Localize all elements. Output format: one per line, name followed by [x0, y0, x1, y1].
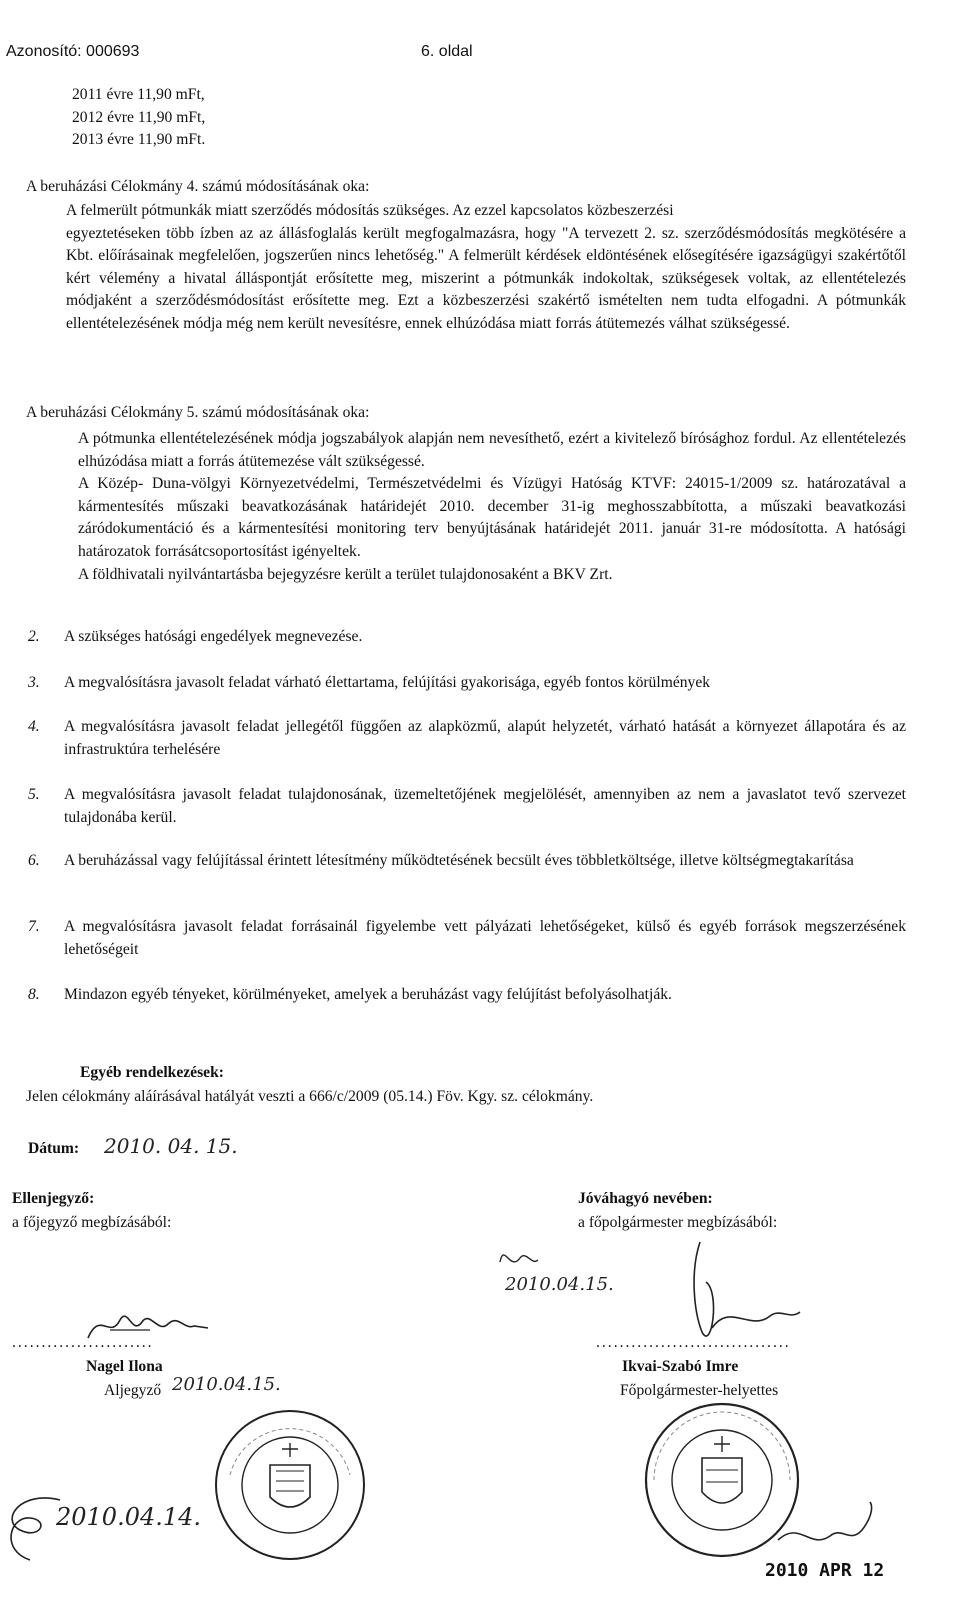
stamp-left	[210, 1405, 370, 1565]
other-provisions-heading: Egyéb rendelkezések:	[80, 1064, 224, 1081]
cost-line: 2013 évre 11,90 mFt.	[72, 131, 206, 149]
countersign-heading: Ellenjegyző:	[12, 1190, 95, 1207]
signature-left	[80, 1300, 220, 1350]
mod5-title: A beruházási Célokmány 5. számú módosításának oka:	[26, 404, 370, 421]
approval-sub: a főpolgármester megbízásából:	[578, 1214, 778, 1231]
mod4-first-line: A felmerült pótmunkák miatt szerződés módosítás szükséges. Az ezzel kapcsolatos közbeszerzési	[66, 202, 674, 219]
received-date-stamp: 2010 APR 12	[765, 1560, 885, 1581]
list-item	[28, 984, 906, 1007]
cost-line: 2012 évre 11,90 mFt,	[72, 108, 206, 126]
item-number: 5.	[28, 786, 40, 803]
list-item	[28, 672, 906, 695]
countersign-sub: a főjegyző megbízásából:	[12, 1214, 172, 1231]
item-text: A megvalósításra javasolt feladat jellegétől függően az alapközmű, alapút helyzetét, várható hatását a környezet állapotára és az infrastruktúra terhelésére	[64, 718, 906, 758]
mod4-block	[26, 200, 906, 336]
item-number: 7.	[28, 918, 40, 935]
item-text: A szükséges hatósági engedélyek megnevezése.	[64, 628, 363, 645]
date-label: Dátum:	[28, 1140, 80, 1157]
signatory-name-right: Ikvai-Szabó Imre	[622, 1358, 739, 1375]
signature-right	[480, 1232, 820, 1352]
mod5-paragraph-3: A földhivatali nyilvántartásba bejegyzésre került a terület tulajdonosaként a BKV Zrt.	[78, 565, 613, 583]
handwritten-date: 2010. 04. 15.	[104, 1134, 238, 1158]
cost-line: 2011 évre 11,90 mFt,	[72, 86, 205, 103]
item-text: A beruházással vagy felújítással érintett létesítmény működtetésének becsült éves többletköltsége, illetve költségmegtakarítása	[64, 852, 854, 869]
handwritten-date-left: 2010.04.15.	[172, 1374, 281, 1395]
page-number: 6. oldal	[421, 43, 473, 60]
item-number: 4.	[28, 718, 40, 735]
list-item	[28, 850, 906, 873]
approval-heading: Jóváhagyó nevében:	[578, 1190, 713, 1207]
signatory-role-left: Aljegyző	[104, 1382, 162, 1399]
item-text: A megvalósításra javasolt feladat várható élettartama, felújítási gyakorisága, egyéb fontos körülmények	[64, 674, 711, 691]
mod4-title: A beruházási Célokmány 4. számú módosításának oka:	[26, 178, 370, 195]
handwritten-date-right: 2010.04.15.	[505, 1274, 614, 1295]
item-text: A megvalósításra javasolt feladat tulajdonosának, üzemeltetőjének megjelölését, amennyiben az nem a javaslatot tevő szervezet tulajdonába kerül.	[64, 786, 906, 826]
list-item	[28, 916, 906, 961]
mod4-body: egyeztetéseken több ízben az az állásfoglalás került megfogalmazásra, hogy "A tervezett 2. sz. szerződésmódosítás megkötésére a Kbt. előírásainak megfelelően, jogszerűen nincs lehetőség." A felmerült kérdések eldöntésének elősegítésére igazságügyi szakértőtől kért vélemény a hivatal álláspontját erősítette meg, miszerint a pótmunkák indokoltak, szükségesek voltak, az ellentételezés módjaként a szerződésmódosítást erősítette meg. Ezt a közbeszerzési szakértő ismételten nem tudta elfogadni. A pótmunkák ellentételezésének módja még nem került nevesítésre, ennek elhúzódása miatt forrás átütemezés válhat szükségessé.	[66, 224, 906, 333]
item-text: Mindazon egyéb tényeket, körülményeket, amelyek a beruházást vagy felújítást befolyásolhatják.	[64, 986, 672, 1003]
mod5-paragraph-1: A pótmunka ellentételezésének módja jogszabályok alapján nem nevesíthető, ezért a kivitelező bírósághoz fordul. Az ellentételezés elhúzódása miatt a forrás átütemezése vált szükségessé.	[78, 430, 906, 470]
signatory-role-right: Főpolgármester-helyettes	[620, 1382, 779, 1399]
list-item	[28, 784, 906, 829]
handwritten-date-left-2: 2010.04.14.	[56, 1503, 202, 1531]
list-item	[28, 626, 906, 649]
signature-dotted-line: .................................	[596, 1334, 791, 1351]
item-text: A megvalósításra javasolt feladat forrásainál figyelembe vett pályázati lehetőségeket, külső és egyéb források megszerzésének lehetőségeit	[64, 918, 906, 958]
item-number: 3.	[28, 674, 40, 691]
mod5-block	[78, 428, 906, 586]
document-id: Azonosító: 000693	[6, 43, 140, 60]
signature-left-flourish	[0, 1490, 70, 1570]
item-number: 6.	[28, 852, 40, 869]
signatory-name-left: Nagel Ilona	[86, 1358, 163, 1375]
cost-list	[72, 84, 205, 152]
list-item	[28, 716, 906, 761]
mod5-paragraph-2: A Közép- Duna-völgyi Környezetvédelmi, Természetvédelmi és Vízügyi Hatóság KTVF: 24015-1/2009 sz. határozatával a kármentesítés műszaki beavatkozásának határidejét 2010. december 31-ig meghosszabbította, a műszaki beavatkozási záródokumentáció és a kármentesítési monitoring terv benyújtásának határidejét 2011. január 31-re módosította. A hatósági határozatok forrásátcsoportosítást igényeltek.	[78, 475, 906, 561]
signature-dotted-line: ........................	[12, 1334, 154, 1351]
signature-right-flourish	[770, 1500, 890, 1560]
item-number: 8.	[28, 986, 40, 1003]
other-provisions-text: Jelen célokmány aláírásával hatályát veszti a 666/c/2009 (05.14.) Föv. Kgy. sz. célokmány.	[26, 1088, 594, 1105]
item-number: 2.	[28, 628, 40, 645]
